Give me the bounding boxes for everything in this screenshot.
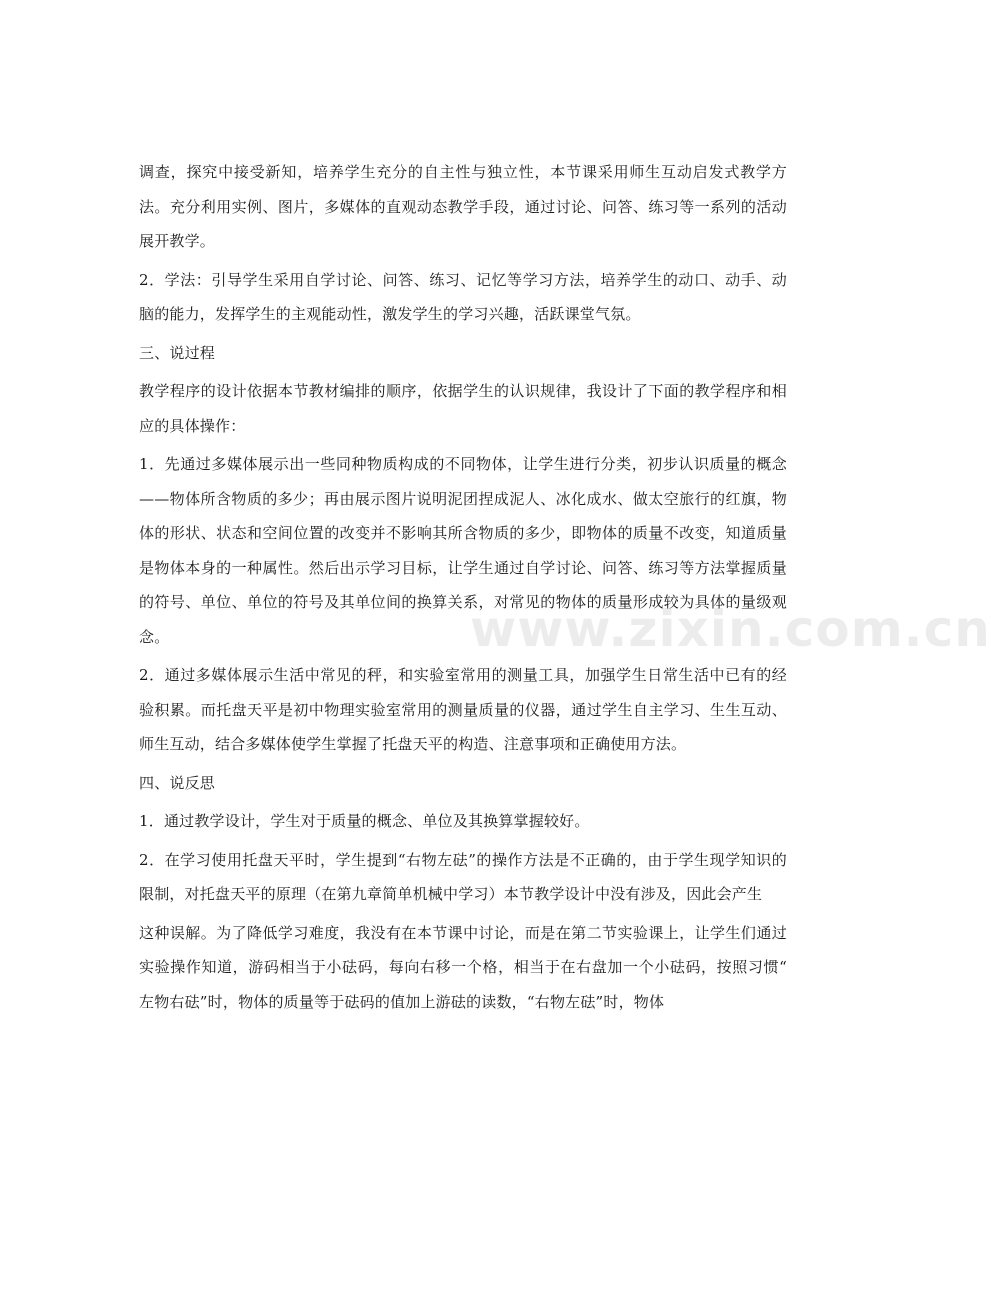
paragraph-reflection-1: 1．通过教学设计，学生对于质量的概念、单位及其换算掌握较好。 xyxy=(139,812,590,830)
section-heading-process: 三、说过程 xyxy=(139,343,216,362)
document-body xyxy=(139,155,787,1023)
paragraph-reflection-2: 2．在学习使用托盘天平时，学生提到“右物左砝”的操作方法是不正确的，由于学生现学知识的限制，对托盘天平的原理（在第九章简单机械中学习）本节教学设计中没有涉及，因此会产生 xyxy=(139,850,787,903)
paragraph-process-intro: 教学程序的设计依据本节教材编排的顺序，依据学生的认识规律，我设计了下面的教学程序和相应的具体操作： xyxy=(139,382,787,435)
paragraph-learning-method: 2．学法：引导学生采用自学讨论、问答、练习、记忆等学习方法，培养学生的动口、动手、动脑的能力，发挥学生的主观能动性，激发学生的学习兴趣，活跃课堂气氛。 xyxy=(139,270,787,323)
paragraph-process-step-2: 2．通过多媒体展示生活中常见的秤，和实验室常用的测量工具，加强学生日常生活中已有的经验积累。而托盘天平是初中物理实验室常用的测量质量的仪器，通过学生自主学习、生生互动、师生互动，结合多媒体使学生掌握了托盘天平的构造、注意事项和正确使用方法。 xyxy=(139,666,787,753)
watermark: www.zixin.com.cn xyxy=(470,600,991,658)
section-heading-reflection: 四、说反思 xyxy=(139,773,216,792)
paragraph-teaching-method: 调查，探究中接受新知，培养学生充分的自主性与独立性，本节课采用师生互动启发式教学方法。充分利用实例、图片，多媒体的直观动态教学手段，通过讨论、问答、练习等一系列的活动展开教学。 xyxy=(139,163,787,250)
paragraph-process-step-1: 1．先通过多媒体展示出一些同种物质构成的不同物体，让学生进行分类，初步认识质量的概念——物体所含物质的多少；再由展示图片说明泥团捏成泥人、冰化成水、做太空旅行的红旗，物体的形状、状态和空间位置的改变并不影响其所含物质的多少，即物体的质量不改变，知道质量是物体本身的一种属性。然后出示学习目标，让学生通过自学讨论、问答、练习等方法掌握质量的符号、单位、单位的符号及其单位间的换算关系，对常见的物体的质量形成较为具体的量级观念。 xyxy=(139,455,787,646)
paragraph-reflection-continued: 这种误解。为了降低学习难度，我没有在本节课中讨论，而是在第二节实验课上，让学生们通过实验操作知道，游码相当于小砝码，每向右移一个格，相当于在右盘加一个小砝码，按照习惯“ 左物右砝”时，物体的质量等于砝码的值加上游砝的读数，“右物左砝”时，物体 xyxy=(139,923,787,1011)
